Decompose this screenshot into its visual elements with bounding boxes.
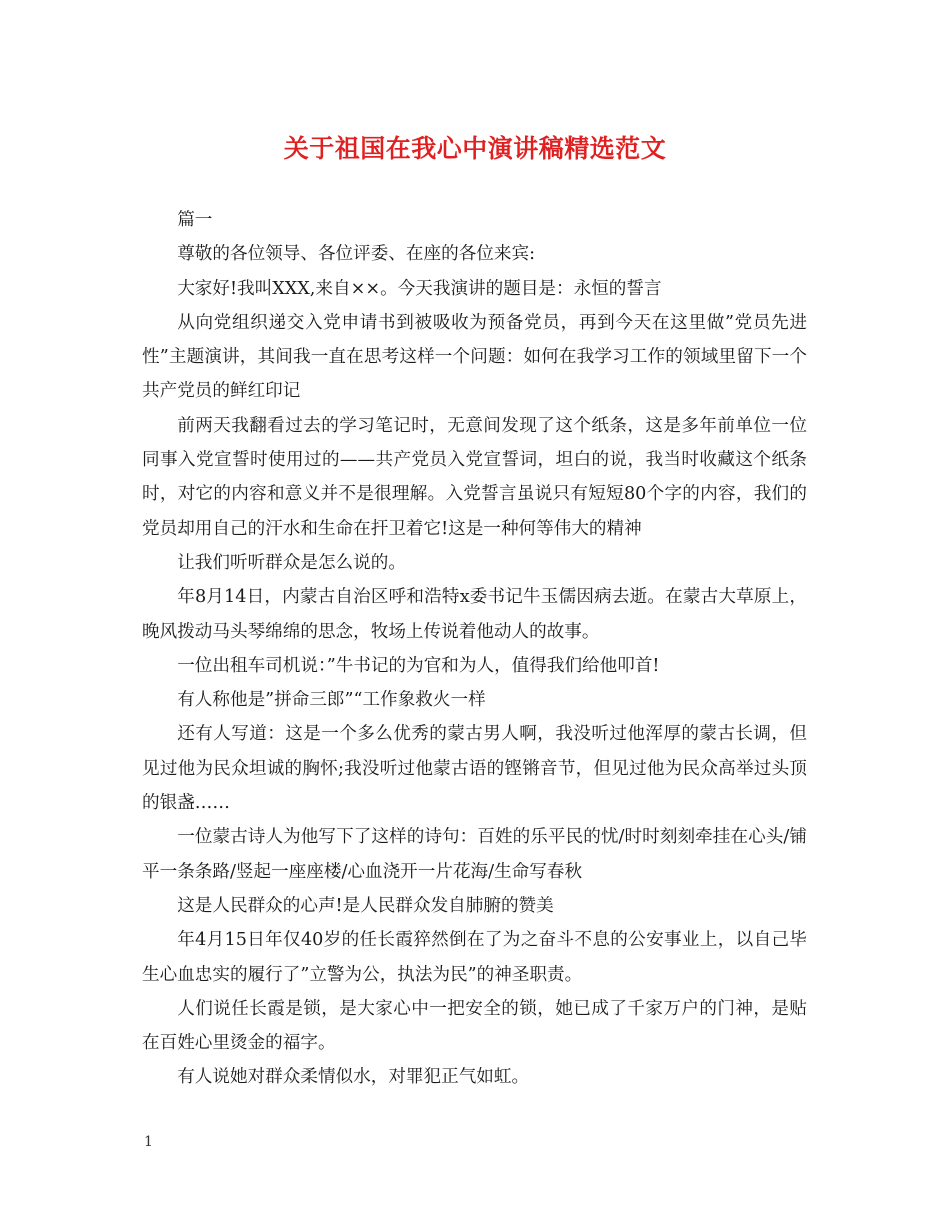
paragraph: 从向党组织递交入党申请书到被吸收为预备党员，再到今天在这里做”党员先进性”主题演讲，其间我一直在思考这样一个问题：如何在我学习工作的领域里留下一个共产党员的鲜红印记 xyxy=(142,312,807,402)
paragraph: 一位出租车司机说：”牛书记的为官和为人，值得我们给他叩首! xyxy=(177,655,660,676)
paragraph: 还有人写道：这是一个多么优秀的蒙古男人啊，我没听过他浑厚的蒙古长调，但见过他为民众坦诚的胸怀;我没听过他蒙古语的铿锵音节，但见过他为民众高举过头顶的银盏…… xyxy=(142,724,807,814)
paragraph: 一位蒙古诗人为他写下了这样的诗句：百姓的乐平民的忧/时时刻刻牵挂在心头/铺平一条条路/竖起一座座楼/心血浇开一片花海/生命写春秋 xyxy=(142,827,807,882)
paragraph: 年8月14日，内蒙古自治区呼和浩特x委书记牛玉儒因病去逝。在蒙古大草原上，晚风拨动马头琴绵绵的思念，牧场上传说着他动人的故事。 xyxy=(142,587,807,642)
paragraph: 年4月15日年仅40岁的任长霞猝然倒在了为之奋斗不息的公安事业上，以自己毕生心血忠实的履行了”立警为公，执法为民”的神圣职责。 xyxy=(142,930,807,985)
page-number: 1 xyxy=(144,1134,153,1150)
paragraph-section-heading: 篇一 xyxy=(177,210,213,230)
paragraph: 人们说任长霞是锁，是大家心中一把安全的锁，她已成了千家万户的门神，是贴在百姓心里烫金的福字。 xyxy=(142,998,807,1054)
paragraph-greeting: 大家好!我叫XXX,来自××。今天我演讲的题目是：永恒的誓言 xyxy=(177,278,662,299)
paragraph: 前两天我翻看过去的学习笔记时，无意间发现了这个纸条，这是多年前单位一位同事入党宣誓时使用过的——共产党员入党宣誓词，坦白的说，我当时收藏这个纸条时，对它的内容和意义并不是很理解。入党誓言虽说只有短短80个字的内容，我们的党员却用自己的汗水和生命在扞卫着它!这是一种何等伟大的精神 xyxy=(142,415,807,539)
paragraph: 这是人民群众的心声!是人民群众发自肺腑的赞美 xyxy=(177,895,554,916)
paragraph: 有人说她对群众柔情似水，对罪犯正气如虹。 xyxy=(177,1067,530,1088)
paragraph-salutation: 尊敬的各位领导、各位评委、在座的各位来宾: xyxy=(177,244,535,265)
document-title: 关于祖国在我心中演讲稿精选范文 xyxy=(283,134,667,163)
paragraph: 有人称他是”拼命三郎”“工作象救火一样 xyxy=(177,690,486,711)
document-body xyxy=(142,203,807,1095)
paragraph: 让我们听听群众是怎么说的。 xyxy=(177,552,406,573)
